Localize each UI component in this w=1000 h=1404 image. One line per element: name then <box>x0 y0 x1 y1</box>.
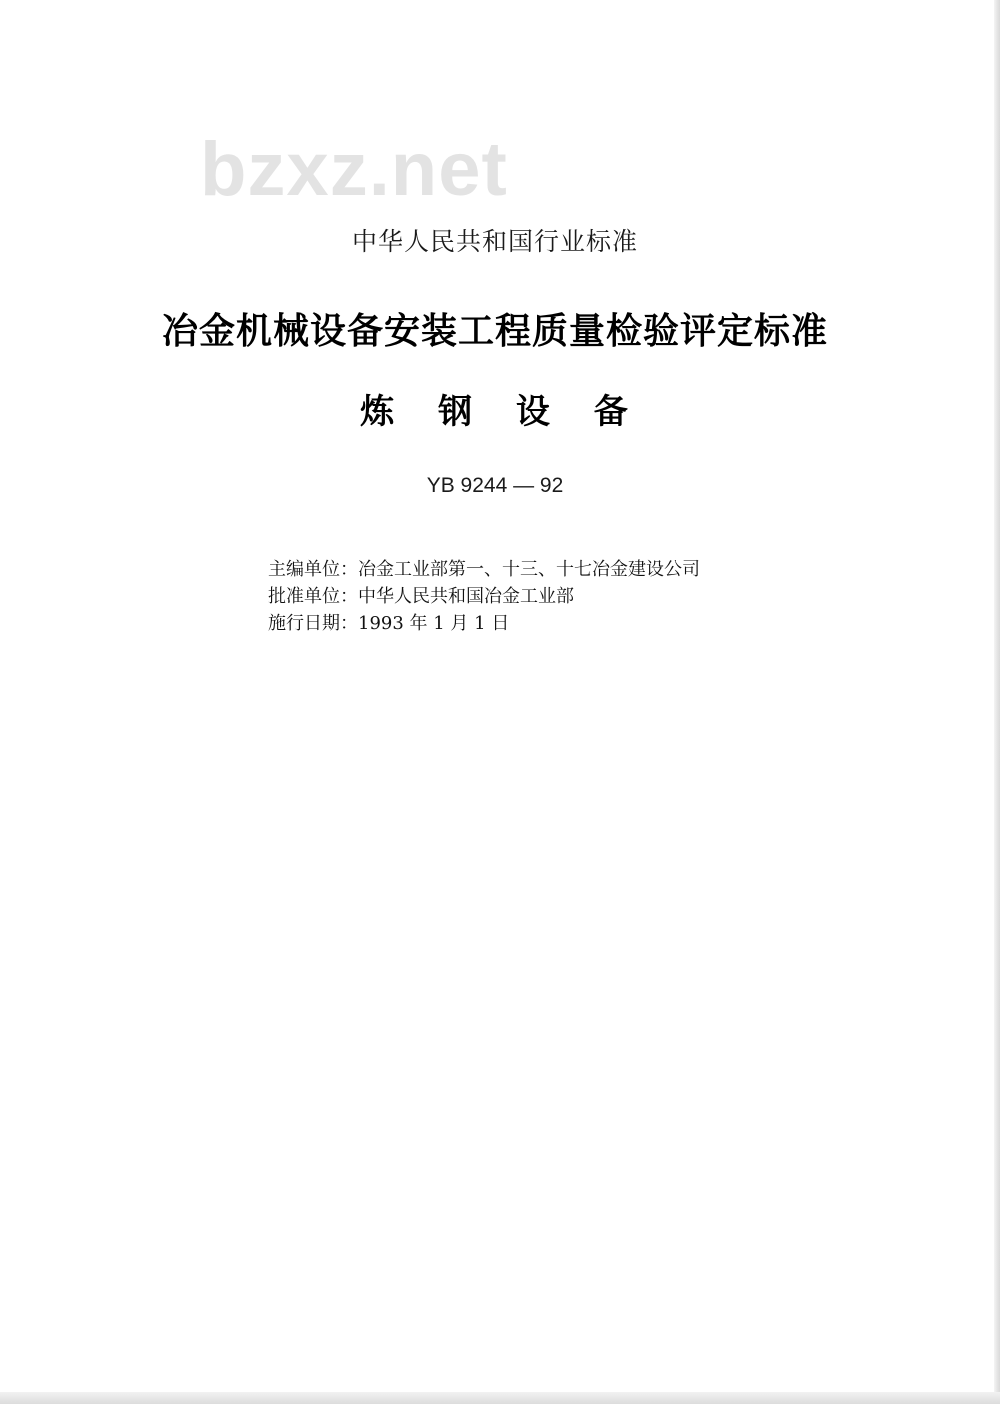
page-edge-bottom <box>0 1392 1000 1404</box>
watermark: bzxz.net <box>200 127 508 212</box>
chief-editor-unit: 主编单位：冶金工业部第一、十三、十七冶金建设公司 <box>268 559 700 580</box>
document-subtitle: 炼 钢 设 备 <box>360 392 630 432</box>
publication-info <box>268 556 700 637</box>
standard-category: 中华人民共和国行业标准 <box>351 227 638 256</box>
effective-date: 施行日期：1993 年 1 月 1 日 <box>268 613 510 634</box>
document-title: 冶金机械设备安装工程质量检验评定标准 <box>161 310 828 352</box>
page-edge-right <box>994 0 1000 1404</box>
approval-unit: 批准单位：中华人民共和国冶金工业部 <box>268 586 574 607</box>
standard-code: YB 9244 — 92 <box>426 474 564 497</box>
